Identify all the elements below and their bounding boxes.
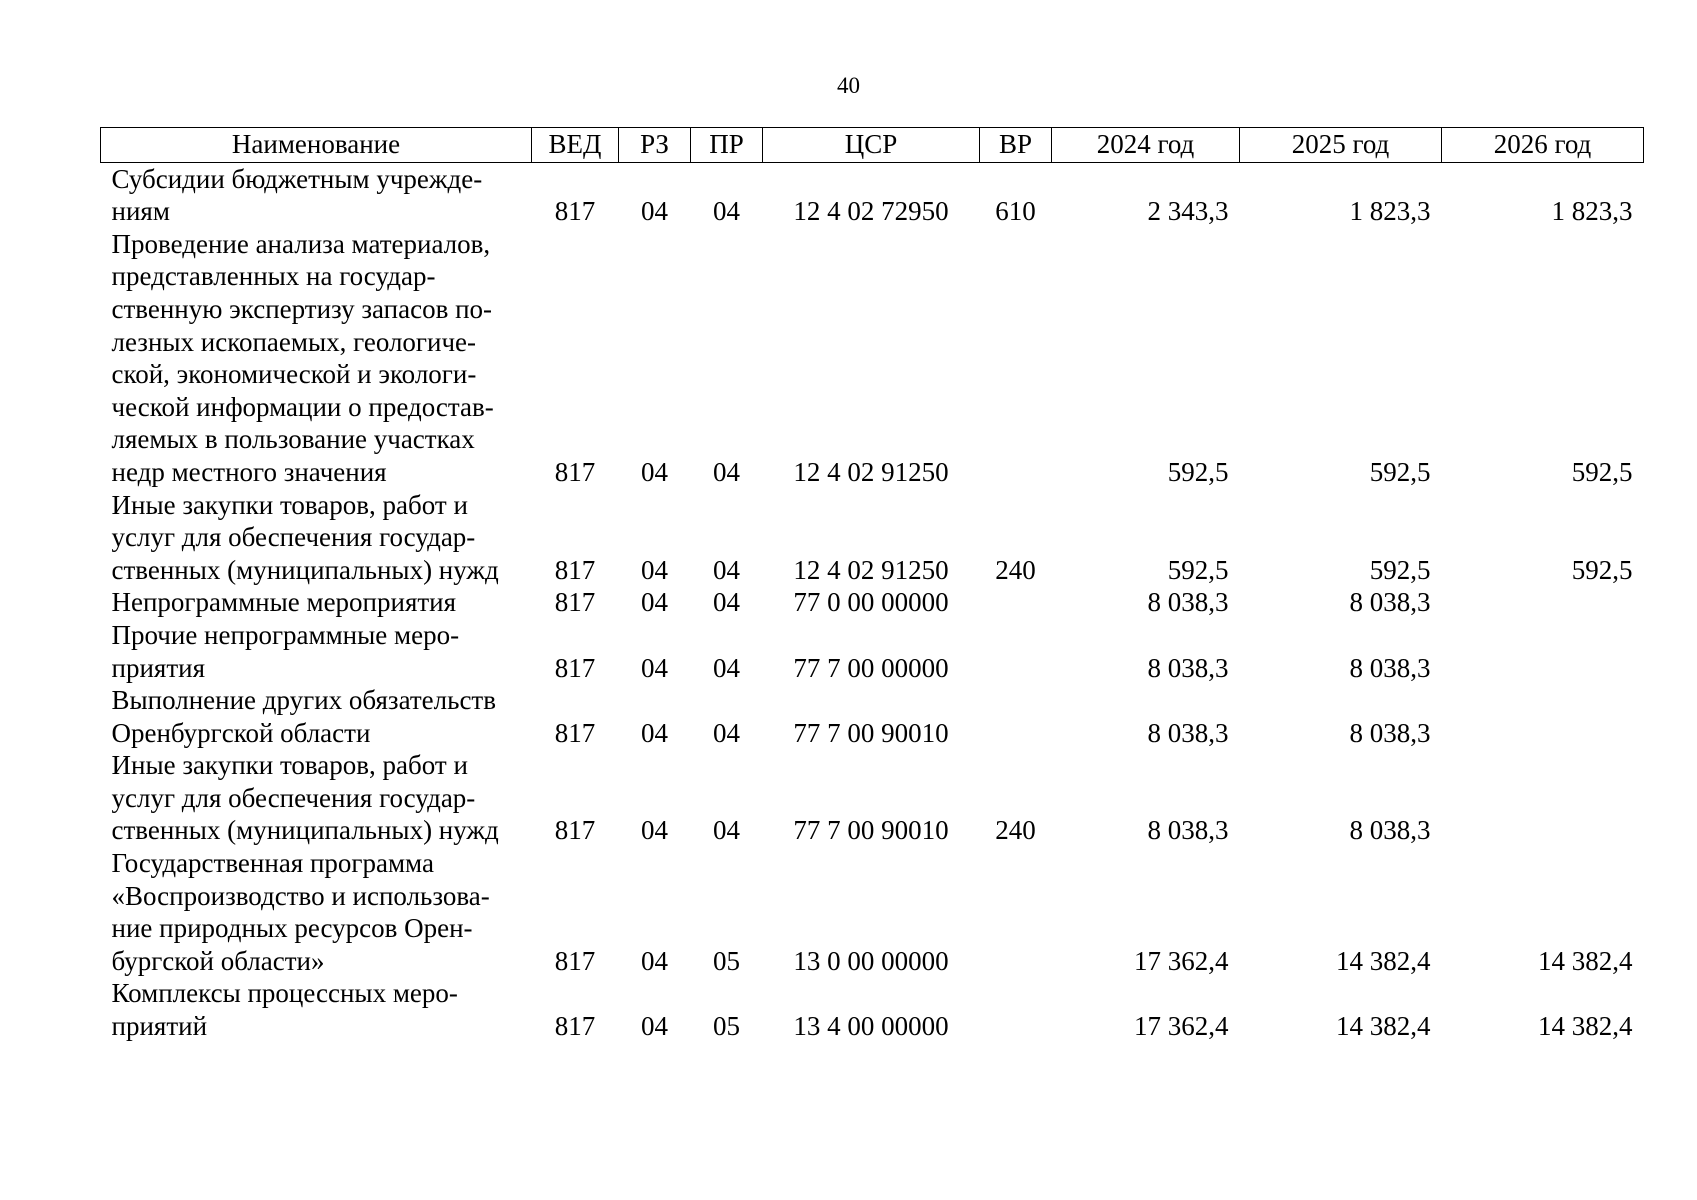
cell-vr: 240 (995, 815, 1036, 846)
name-line: приятия (111, 652, 205, 683)
name-line: ственных (муниципальных) нужд (111, 815, 499, 846)
cell-name (101, 489, 532, 587)
cell-ved: 817 (554, 554, 596, 585)
name-line: недр местного значения (111, 456, 387, 487)
table-row (101, 749, 1644, 847)
cell-ved: 817 (554, 652, 596, 683)
header-2026: 2026 год (1442, 128, 1644, 163)
name-line: услуг для обеспечения государ- (111, 522, 476, 553)
cell-2024: 592,5 (1167, 456, 1229, 487)
cell-ved: 817 (554, 587, 596, 618)
cell-ved: 817 (554, 196, 596, 227)
cell-pr: 04 (713, 196, 740, 227)
cell-ved: 817 (554, 1011, 596, 1042)
cell-2025: 14 382,4 (1336, 945, 1431, 976)
cell-rz: 04 (641, 652, 668, 683)
cell-csr: 77 7 00 90010 (793, 815, 949, 846)
table-row (101, 162, 1644, 228)
cell-rz: 04 (641, 196, 668, 227)
cell-2026: 14 382,4 (1538, 1011, 1633, 1042)
cell-pr: 04 (713, 815, 740, 846)
cell-csr: 12 4 02 91250 (793, 456, 949, 487)
header-ved: ВЕД (532, 128, 619, 163)
cell-vr (980, 847, 1052, 977)
cell-name (101, 586, 532, 619)
name-line: Прочие непрограммные меро- (111, 619, 460, 650)
cell-rz: 04 (641, 554, 668, 585)
cell-csr: 77 7 00 00000 (793, 652, 949, 683)
name-line: Непрограммные мероприятия (111, 587, 457, 618)
table-row (101, 489, 1644, 587)
cell-csr: 13 4 00 00000 (793, 1011, 949, 1042)
name-line: ственную экспертизу запасов по- (111, 293, 493, 324)
cell-rz: 04 (641, 815, 668, 846)
cell-csr: 12 4 02 91250 (793, 554, 949, 585)
cell-rz: 04 (641, 587, 668, 618)
cell-2026 (1442, 586, 1644, 619)
cell-2024: 592,5 (1167, 554, 1229, 585)
cell-2024: 8 038,3 (1147, 652, 1229, 683)
cell-2026: 1 823,3 (1551, 196, 1633, 227)
name-line: «Воспроизводство и использова- (111, 880, 490, 911)
name-line: услуг для обеспечения государ- (111, 782, 476, 813)
name-line: приятий (111, 1011, 208, 1042)
cell-name (101, 684, 532, 749)
table-body (101, 162, 1644, 1043)
cell-vr (980, 586, 1052, 619)
cell-vr (980, 619, 1052, 684)
name-line: Иные закупки товаров, работ и (111, 489, 468, 520)
name-line: представленных на государ- (111, 261, 436, 292)
header-rz: РЗ (619, 128, 691, 163)
name-line: ческой информации о предостав- (111, 391, 494, 422)
cell-2024: 8 038,3 (1147, 587, 1229, 618)
cell-pr: 04 (713, 652, 740, 683)
cell-2025: 8 038,3 (1349, 587, 1431, 618)
table-row (101, 586, 1644, 619)
cell-rz: 04 (641, 717, 668, 748)
cell-rz: 04 (641, 1011, 668, 1042)
cell-name (101, 749, 532, 847)
cell-2024: 17 362,4 (1134, 945, 1229, 976)
cell-name (101, 847, 532, 977)
cell-vr (980, 977, 1052, 1042)
cell-name (101, 619, 532, 684)
cell-2025: 1 823,3 (1349, 196, 1431, 227)
header-2025: 2025 год (1240, 128, 1442, 163)
page-number: 40 (837, 73, 860, 98)
cell-2026: 592,5 (1571, 554, 1633, 585)
header-name: Наименование (101, 128, 532, 163)
cell-csr: 12 4 02 72950 (793, 196, 949, 227)
name-line: Комплексы процессных меро- (111, 978, 458, 1009)
cell-2026: 592,5 (1571, 456, 1633, 487)
cell-2025: 8 038,3 (1349, 652, 1431, 683)
name-line: ние природных ресурсов Орен- (111, 913, 473, 944)
cell-vr: 610 (995, 196, 1036, 227)
cell-2025: 8 038,3 (1349, 815, 1431, 846)
cell-name (101, 977, 532, 1042)
cell-pr: 04 (713, 456, 740, 487)
name-line: Государственная программа (111, 848, 434, 879)
cell-rz: 04 (641, 945, 668, 976)
cell-pr: 05 (713, 1011, 740, 1042)
cell-2025: 14 382,4 (1336, 1011, 1431, 1042)
cell-2024: 8 038,3 (1147, 717, 1229, 748)
header-csr: ЦСР (763, 128, 980, 163)
name-line: Проведение анализа материалов, (111, 228, 491, 259)
cell-2026 (1442, 749, 1644, 847)
cell-pr: 04 (713, 587, 740, 618)
cell-2024: 17 362,4 (1134, 1011, 1229, 1042)
budget-table (100, 127, 1644, 1043)
cell-pr: 04 (713, 554, 740, 585)
cell-ved: 817 (554, 945, 596, 976)
cell-2025: 592,5 (1369, 456, 1431, 487)
cell-vr (980, 228, 1052, 489)
cell-2026 (1442, 619, 1644, 684)
table-row (101, 228, 1644, 489)
table-row (101, 977, 1644, 1042)
table-header (101, 128, 1644, 163)
table-row (101, 684, 1644, 749)
cell-2025: 592,5 (1369, 554, 1431, 585)
name-line: ской, экономической и экологи- (111, 359, 477, 390)
cell-name (101, 162, 532, 228)
cell-ved: 817 (554, 717, 596, 748)
cell-2024: 8 038,3 (1147, 815, 1229, 846)
name-line: ниям (111, 196, 170, 227)
name-line: Субсидии бюджетным учрежде- (111, 163, 483, 194)
name-line: ственных (муниципальных) нужд (111, 554, 499, 585)
cell-vr (980, 684, 1052, 749)
cell-ved: 817 (554, 815, 596, 846)
cell-2026 (1442, 684, 1644, 749)
cell-ved: 817 (554, 456, 596, 487)
cell-2026: 14 382,4 (1538, 945, 1633, 976)
name-line: Оренбургской области (111, 717, 371, 748)
cell-pr: 05 (713, 945, 740, 976)
header-row (101, 128, 1644, 163)
cell-name (101, 228, 532, 489)
cell-2025: 8 038,3 (1349, 717, 1431, 748)
table-row (101, 847, 1644, 977)
cell-csr: 77 0 00 00000 (793, 587, 949, 618)
cell-csr: 13 0 00 00000 (793, 945, 949, 976)
cell-2024: 2 343,3 (1147, 196, 1229, 227)
cell-rz: 04 (641, 456, 668, 487)
name-line: Иные закупки товаров, работ и (111, 750, 468, 781)
cell-csr: 77 7 00 90010 (793, 717, 949, 748)
cell-vr: 240 (995, 554, 1036, 585)
cell-pr: 04 (713, 717, 740, 748)
header-2024: 2024 год (1052, 128, 1240, 163)
name-line: бургской области» (111, 945, 325, 976)
name-line: Выполнение других обязательств (111, 685, 496, 716)
header-pr: ПР (691, 128, 763, 163)
table-row (101, 619, 1644, 684)
name-line: ляемых в пользование участках (111, 424, 475, 455)
header-vr: ВР (980, 128, 1052, 163)
name-line: лезных ископаемых, геологиче- (111, 326, 477, 357)
